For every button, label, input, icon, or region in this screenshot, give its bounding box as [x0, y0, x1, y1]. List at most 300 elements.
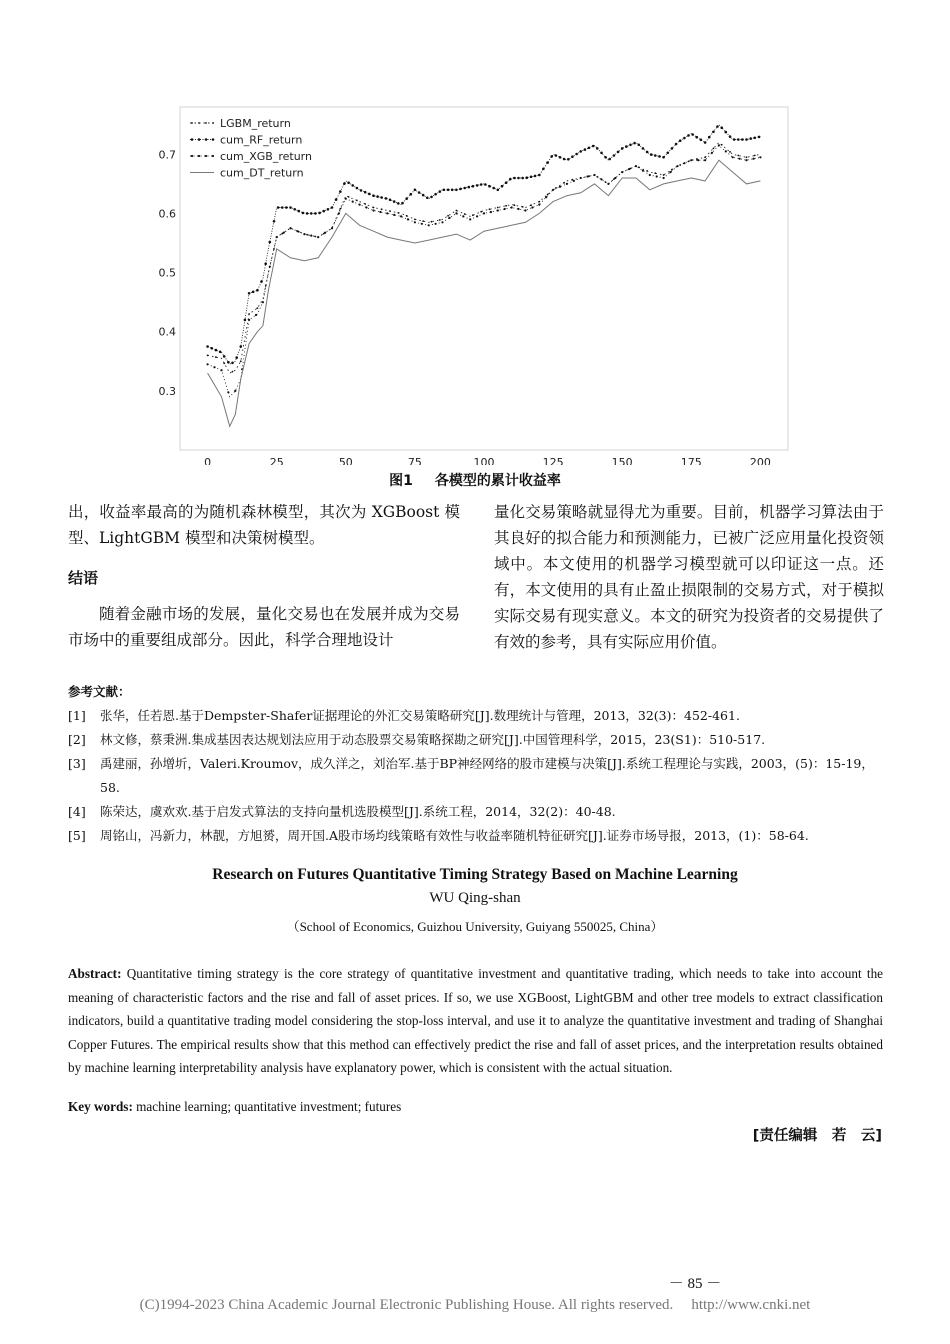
- series-point: [293, 208, 296, 211]
- series-point: [721, 144, 723, 146]
- series-point: [521, 177, 524, 180]
- series-point: [617, 151, 620, 154]
- series-point: [422, 220, 424, 222]
- series-point: [373, 207, 375, 209]
- legend-swatch-dot: [212, 155, 214, 157]
- series-point: [492, 187, 495, 190]
- series-point: [683, 137, 686, 140]
- series-point: [306, 212, 309, 215]
- series-point: [352, 201, 354, 203]
- series-point: [621, 171, 623, 173]
- series-point: [711, 152, 713, 154]
- series-point: [593, 174, 595, 176]
- series-point: [662, 156, 665, 159]
- series-point: [289, 227, 291, 229]
- abstract-text: Quantitative timing strategy is the core strategy of quantitative investment and quantitative trading, which needs to take into account the meaning of characteristic factors and the rise and fall of asset prices. If so, we use XGBoost, LightGBM and other tree models to extract classification indicators, build a quantitative trading model considering the stop-loss interval, and use it to analyze the quantitative investment and trading of Shanghai Copper Futures. The empirical results show that this method can effectively predict the rise and fall of asset prices, and the interpretation results obtained by machine learning interpretability analysis have explanatory power, which is consistent with the actual situation.: [68, 966, 884, 1075]
- series-point: [273, 248, 275, 250]
- series-point: [547, 194, 549, 196]
- legend-swatch-dot: [191, 155, 193, 157]
- series-point: [248, 319, 250, 321]
- x-tick-label: 100: [473, 456, 495, 465]
- y-tick-label: 0.5: [158, 266, 176, 280]
- series-point: [472, 185, 475, 188]
- legend-swatch-dot: [212, 138, 215, 141]
- series-point: [262, 301, 264, 303]
- series-point: [671, 169, 673, 171]
- series-point: [658, 155, 661, 158]
- series-point: [559, 186, 561, 188]
- series-point: [713, 148, 715, 150]
- series-point: [252, 291, 255, 294]
- series-point: [389, 210, 391, 212]
- series-point: [269, 266, 271, 268]
- series-point: [573, 180, 575, 182]
- series-point: [517, 208, 519, 210]
- series-point: [505, 205, 507, 207]
- x-tick-label: 200: [749, 456, 771, 465]
- series-point: [567, 158, 570, 161]
- series-point: [575, 153, 578, 156]
- series-point: [635, 165, 637, 167]
- series-point: [235, 356, 238, 359]
- series-point: [365, 206, 367, 208]
- copyright-text: (C)1994-2023 China Academic Journal Electronic Publishing House. All rights reserved.: [139, 1297, 674, 1313]
- series-point: [504, 208, 506, 210]
- series-point: [422, 194, 425, 197]
- series-point: [213, 366, 215, 368]
- series-point: [455, 212, 457, 214]
- series-point: [443, 189, 446, 192]
- series-point: [671, 147, 674, 150]
- series-point: [359, 204, 361, 206]
- series-point: [455, 189, 458, 192]
- series-point: [758, 136, 761, 139]
- series-point: [331, 227, 333, 229]
- english-affiliation: （School of Economics, Guizhou University, Guiyang 550025, China）: [286, 919, 664, 934]
- series-point: [435, 223, 437, 225]
- series-point: [650, 153, 653, 156]
- series-point: [524, 209, 526, 211]
- series-point: [434, 193, 437, 196]
- series-point: [462, 215, 464, 217]
- series-point: [380, 196, 383, 199]
- series-point: [704, 156, 706, 158]
- series-point: [240, 360, 242, 362]
- series-point: [447, 189, 450, 192]
- conclusion-paragraph: 随着金融市场的发展，量化交易也在发展并成为交易市场中的重要组成部分。因此，科学合理地设计: [68, 605, 460, 649]
- series-point: [345, 198, 347, 200]
- series-point: [580, 177, 582, 179]
- series-point: [310, 212, 313, 215]
- series-point: [322, 210, 325, 213]
- series-point: [260, 280, 263, 283]
- series-point: [700, 139, 703, 142]
- series-point: [441, 221, 443, 223]
- figure-number: 图1: [389, 473, 413, 489]
- series-point: [633, 142, 636, 145]
- series-point: [587, 175, 589, 177]
- series-point: [584, 148, 587, 151]
- series-point: [733, 138, 736, 141]
- series-point: [526, 176, 529, 179]
- keywords-text: machine learning; quantitative investment; futures: [136, 1099, 402, 1114]
- left-column: [68, 499, 460, 653]
- series-point: [505, 181, 508, 184]
- figure-caption-text: 各模型的累计收益率: [434, 473, 561, 489]
- series-point: [418, 191, 421, 194]
- series-point: [596, 147, 599, 150]
- series-point: [244, 319, 247, 322]
- series-point: [517, 177, 520, 180]
- series-point: [483, 212, 485, 214]
- series-point: [248, 313, 250, 315]
- series-point: [497, 189, 500, 192]
- series-point: [302, 212, 305, 215]
- series-point: [430, 196, 433, 199]
- series-point: [600, 152, 603, 155]
- x-tick-label: 50: [338, 456, 353, 465]
- series-point: [277, 206, 280, 209]
- series-point: [690, 159, 692, 161]
- series-point: [364, 203, 366, 205]
- series-point: [303, 233, 305, 235]
- legend-swatch-dot: [198, 138, 201, 141]
- series-point: [331, 206, 334, 209]
- legend-item: [190, 167, 304, 180]
- series-point: [414, 189, 417, 192]
- series-point: [501, 185, 504, 188]
- series-point: [683, 162, 685, 164]
- series-point: [324, 232, 326, 234]
- series-point: [211, 347, 214, 350]
- series-point: [281, 206, 284, 209]
- series-point: [456, 210, 458, 212]
- series-point: [563, 158, 566, 161]
- series-point: [368, 193, 371, 196]
- series-point: [227, 361, 230, 364]
- series-point: [687, 134, 690, 137]
- series-point: [732, 156, 734, 158]
- series-point: [240, 345, 243, 348]
- series-point: [704, 141, 707, 144]
- series-point: [712, 131, 715, 134]
- series-point: [720, 126, 723, 129]
- reference-item: [2] 林文修，蔡秉洲.集成基因表达规划法应用于动态股票交易策略探勘之研究[J].中国管理科学，2015，23(S1)：510-517.: [68, 732, 766, 747]
- x-tick-label: 25: [269, 456, 284, 465]
- legend-label: cum_RF_return: [220, 133, 303, 147]
- legend-label: cum_DT_return: [220, 166, 304, 180]
- series-point: [298, 210, 301, 213]
- x-tick-label: 175: [680, 456, 702, 465]
- legend-label: LGBM_return: [220, 117, 291, 130]
- series-point: [255, 314, 257, 316]
- series-point: [327, 208, 330, 211]
- series-point: [296, 230, 298, 232]
- series-point: [546, 161, 549, 164]
- series-point: [489, 208, 491, 210]
- series-point: [696, 136, 699, 139]
- series-point: [414, 219, 416, 221]
- series-point: [223, 362, 225, 364]
- series-point: [480, 211, 482, 213]
- series-point: [428, 224, 430, 226]
- series-point: [741, 138, 744, 141]
- legend-item: [190, 150, 312, 163]
- series-point: [608, 158, 611, 161]
- series-point: [338, 212, 340, 214]
- series-point: [215, 356, 217, 358]
- series-point: [414, 221, 416, 223]
- series-point: [379, 211, 381, 213]
- series-point: [675, 143, 678, 146]
- y-tick-label: 0.3: [158, 384, 176, 398]
- series-point: [318, 212, 321, 215]
- series-point: [215, 349, 218, 352]
- series-point: [257, 307, 259, 309]
- series-point: [289, 206, 292, 209]
- section-title-conclusion: 结语: [68, 569, 99, 587]
- series-point: [752, 158, 754, 160]
- series-point: [746, 156, 748, 158]
- legend-swatch-dot: [205, 138, 208, 141]
- series-point: [663, 177, 665, 179]
- series-point: [393, 214, 395, 216]
- series-point: [469, 218, 471, 220]
- series-point: [339, 190, 342, 193]
- series-point: [545, 196, 547, 198]
- responsible-editor: [责任编辑 若 云]: [752, 1128, 882, 1144]
- series-point: [451, 189, 454, 192]
- series-point: [393, 200, 396, 203]
- series-point: [625, 145, 628, 148]
- series-point: [232, 371, 234, 373]
- series-point: [410, 193, 413, 196]
- series-point: [476, 215, 478, 217]
- series-point: [265, 285, 267, 287]
- series-point: [754, 155, 756, 157]
- series-point: [745, 138, 748, 141]
- series-point: [642, 170, 644, 172]
- english-keywords: [68, 1099, 883, 1115]
- series-point: [364, 191, 367, 194]
- series-point: [386, 212, 388, 214]
- series-point: [421, 223, 423, 225]
- legend-item: [190, 134, 302, 147]
- series-point: [397, 202, 400, 205]
- series-point: [629, 144, 632, 147]
- left-col-continuation: 出，收益率最高的为随机森林模型，其次为 XGBoost 模型、LightGBM 模型和决策树模型。: [68, 503, 460, 547]
- series-point: [555, 187, 557, 189]
- series-point: [407, 218, 409, 220]
- legend-swatch-dot: [205, 122, 207, 124]
- series-point: [310, 235, 312, 237]
- series-point: [360, 189, 363, 192]
- series-point: [600, 178, 602, 180]
- series-point: [219, 351, 222, 354]
- series-point: [490, 211, 492, 213]
- series-point: [405, 197, 408, 200]
- series-point: [231, 362, 234, 365]
- series-point: [534, 175, 537, 178]
- series-point: [566, 183, 568, 185]
- series-point: [480, 183, 483, 186]
- keywords-label: Key words:: [68, 1099, 133, 1114]
- references-title: 参考文献：: [68, 684, 131, 699]
- series-point: [638, 144, 641, 147]
- series-point: [256, 289, 259, 292]
- series-point: [372, 194, 375, 197]
- series-point: [514, 204, 516, 206]
- legend-swatch-dot: [198, 155, 200, 157]
- series-point: [497, 209, 499, 211]
- series-point: [571, 155, 574, 158]
- series-point: [509, 178, 512, 181]
- right-column: [494, 499, 884, 655]
- series-point: [234, 390, 236, 392]
- series-point: [656, 175, 658, 177]
- series-point: [737, 155, 739, 157]
- series-point: [283, 232, 285, 234]
- series-point: [667, 152, 670, 155]
- series-point: [459, 188, 462, 191]
- series-point: [426, 197, 429, 200]
- series-point: [472, 214, 474, 216]
- legend-swatch-dot: [205, 155, 207, 157]
- figure-caption: [0, 470, 950, 490]
- abstract-label: Abstract:: [68, 966, 122, 981]
- series-point: [400, 215, 402, 217]
- series-point: [488, 185, 491, 188]
- x-tick-label: 0: [204, 456, 212, 465]
- legend-swatch-dot: [212, 122, 214, 124]
- series-point: [716, 125, 719, 128]
- series-point: [227, 391, 229, 393]
- series-point: [484, 183, 487, 186]
- series-point: [397, 212, 399, 214]
- english-abstract: [68, 962, 883, 1080]
- series-point: [207, 363, 209, 365]
- series-point: [343, 182, 346, 185]
- legend-swatch-dot: [191, 122, 193, 124]
- series-point: [754, 137, 757, 140]
- series-point: [317, 236, 319, 238]
- series-point: [356, 187, 359, 190]
- series-line: [208, 160, 761, 426]
- x-tick-label: 150: [611, 456, 633, 465]
- series-point: [497, 207, 499, 209]
- page-number: － 85 －: [668, 1276, 722, 1292]
- series-point: [431, 221, 433, 223]
- series-point: [563, 182, 565, 184]
- series-point: [538, 201, 540, 203]
- series-point: [285, 206, 288, 209]
- series-point: [745, 159, 747, 161]
- series-point: [588, 147, 591, 150]
- series-point: [347, 181, 350, 184]
- series-point: [220, 369, 222, 371]
- series-point: [531, 206, 533, 208]
- series-point: [697, 159, 699, 161]
- x-tick-label: 125: [542, 456, 564, 465]
- series-point: [718, 144, 720, 146]
- series-point: [439, 219, 441, 221]
- series-point: [206, 345, 209, 348]
- series-point: [264, 262, 267, 265]
- series-cum-dt-return: [208, 160, 761, 426]
- series-point: [269, 241, 272, 244]
- reference-item: [3] 禹建丽，孙增圻，Valeri.Kroumov，成久洋之，刘治军.基于BP神经网络的股市建模与决策[J].系统工程理论与实践，2003，(5)：15-19，58.: [68, 756, 874, 795]
- series-point: [464, 213, 466, 215]
- legend-item: [190, 117, 291, 130]
- series-point: [555, 154, 558, 157]
- legend-label: cum_XGB_return: [220, 150, 312, 163]
- series-point: [654, 154, 657, 157]
- english-author: WU Qing-shan: [429, 890, 521, 906]
- series-point: [376, 195, 379, 198]
- series-point: [676, 165, 678, 167]
- series-point: [708, 136, 711, 139]
- series-point: [628, 168, 630, 170]
- series-point: [642, 147, 645, 150]
- reference-item: [1] 张华，任若恩.基于Dempster-Shafer证据理论的外汇交易策略研究[J].数理统计与管理，2013，32(3)：452-461.: [68, 708, 740, 723]
- series-point: [604, 156, 607, 159]
- series-point: [530, 204, 532, 206]
- y-tick-label: 0.4: [158, 325, 176, 339]
- reference-item: [5] 周铭山，冯新力，林靓，方旭赟，周开国.A股市场均线策略有效性与收益率随机特征研究[J].证券市场导报，2013，(1)：58-64.: [68, 828, 809, 843]
- series-point: [372, 209, 374, 211]
- series-point: [559, 156, 562, 159]
- series-point: [663, 174, 665, 176]
- english-title: Research on Futures Quantitative Timing Strategy Based on Machine Learning: [212, 866, 738, 883]
- series-point: [248, 292, 251, 295]
- series-point: [351, 184, 354, 187]
- series-point: [550, 155, 553, 158]
- legend-swatch-dot: [191, 138, 194, 141]
- series-point: [522, 206, 524, 208]
- reference-item: [4] 陈荣达，虞欢欢.基于启发式算法的支持向量机选股模型[J].系统工程，2014，32(2)：40-48.: [68, 804, 616, 819]
- footer-url[interactable]: http://www.cnki.net: [691, 1297, 811, 1313]
- series-point: [679, 139, 682, 142]
- series-point: [439, 190, 442, 193]
- series-point: [513, 177, 516, 180]
- series-point: [223, 355, 226, 358]
- series-point: [613, 154, 616, 157]
- series-point: [406, 215, 408, 217]
- y-tick-label: 0.7: [158, 148, 176, 162]
- series-point: [381, 208, 383, 210]
- series-point: [739, 158, 741, 160]
- series-point: [592, 145, 595, 148]
- series-point: [737, 138, 740, 141]
- series-line: [208, 145, 761, 396]
- series-point: [729, 151, 731, 153]
- series-point: [348, 196, 350, 198]
- cumulative-return-chart: [150, 95, 800, 465]
- series-point: [649, 174, 651, 176]
- series-point: [401, 202, 404, 205]
- x-tick-label: 75: [407, 456, 422, 465]
- series-point: [276, 236, 278, 238]
- series-point: [654, 172, 656, 174]
- series-point: [542, 168, 545, 171]
- right-col-paragraph: 量化交易策略就显得尤为重要。目前，机器学习算法由于其良好的拟合能力和预测能力，已被广泛应用量化投资领域中。本文使用的机器学习模型就可以印证这一点。还有，本文使用的具有止盈止损限制的交易方式，对于模拟实际交易有现实意义。本文的研究为投资者的交易提供了有效的参考，具有实际应用价值。: [494, 503, 884, 651]
- series-point: [314, 212, 317, 215]
- series-point: [621, 147, 624, 150]
- legend-swatch-dot: [198, 122, 200, 124]
- series-point: [447, 215, 449, 217]
- series-point: [538, 204, 540, 206]
- series-point: [356, 200, 358, 202]
